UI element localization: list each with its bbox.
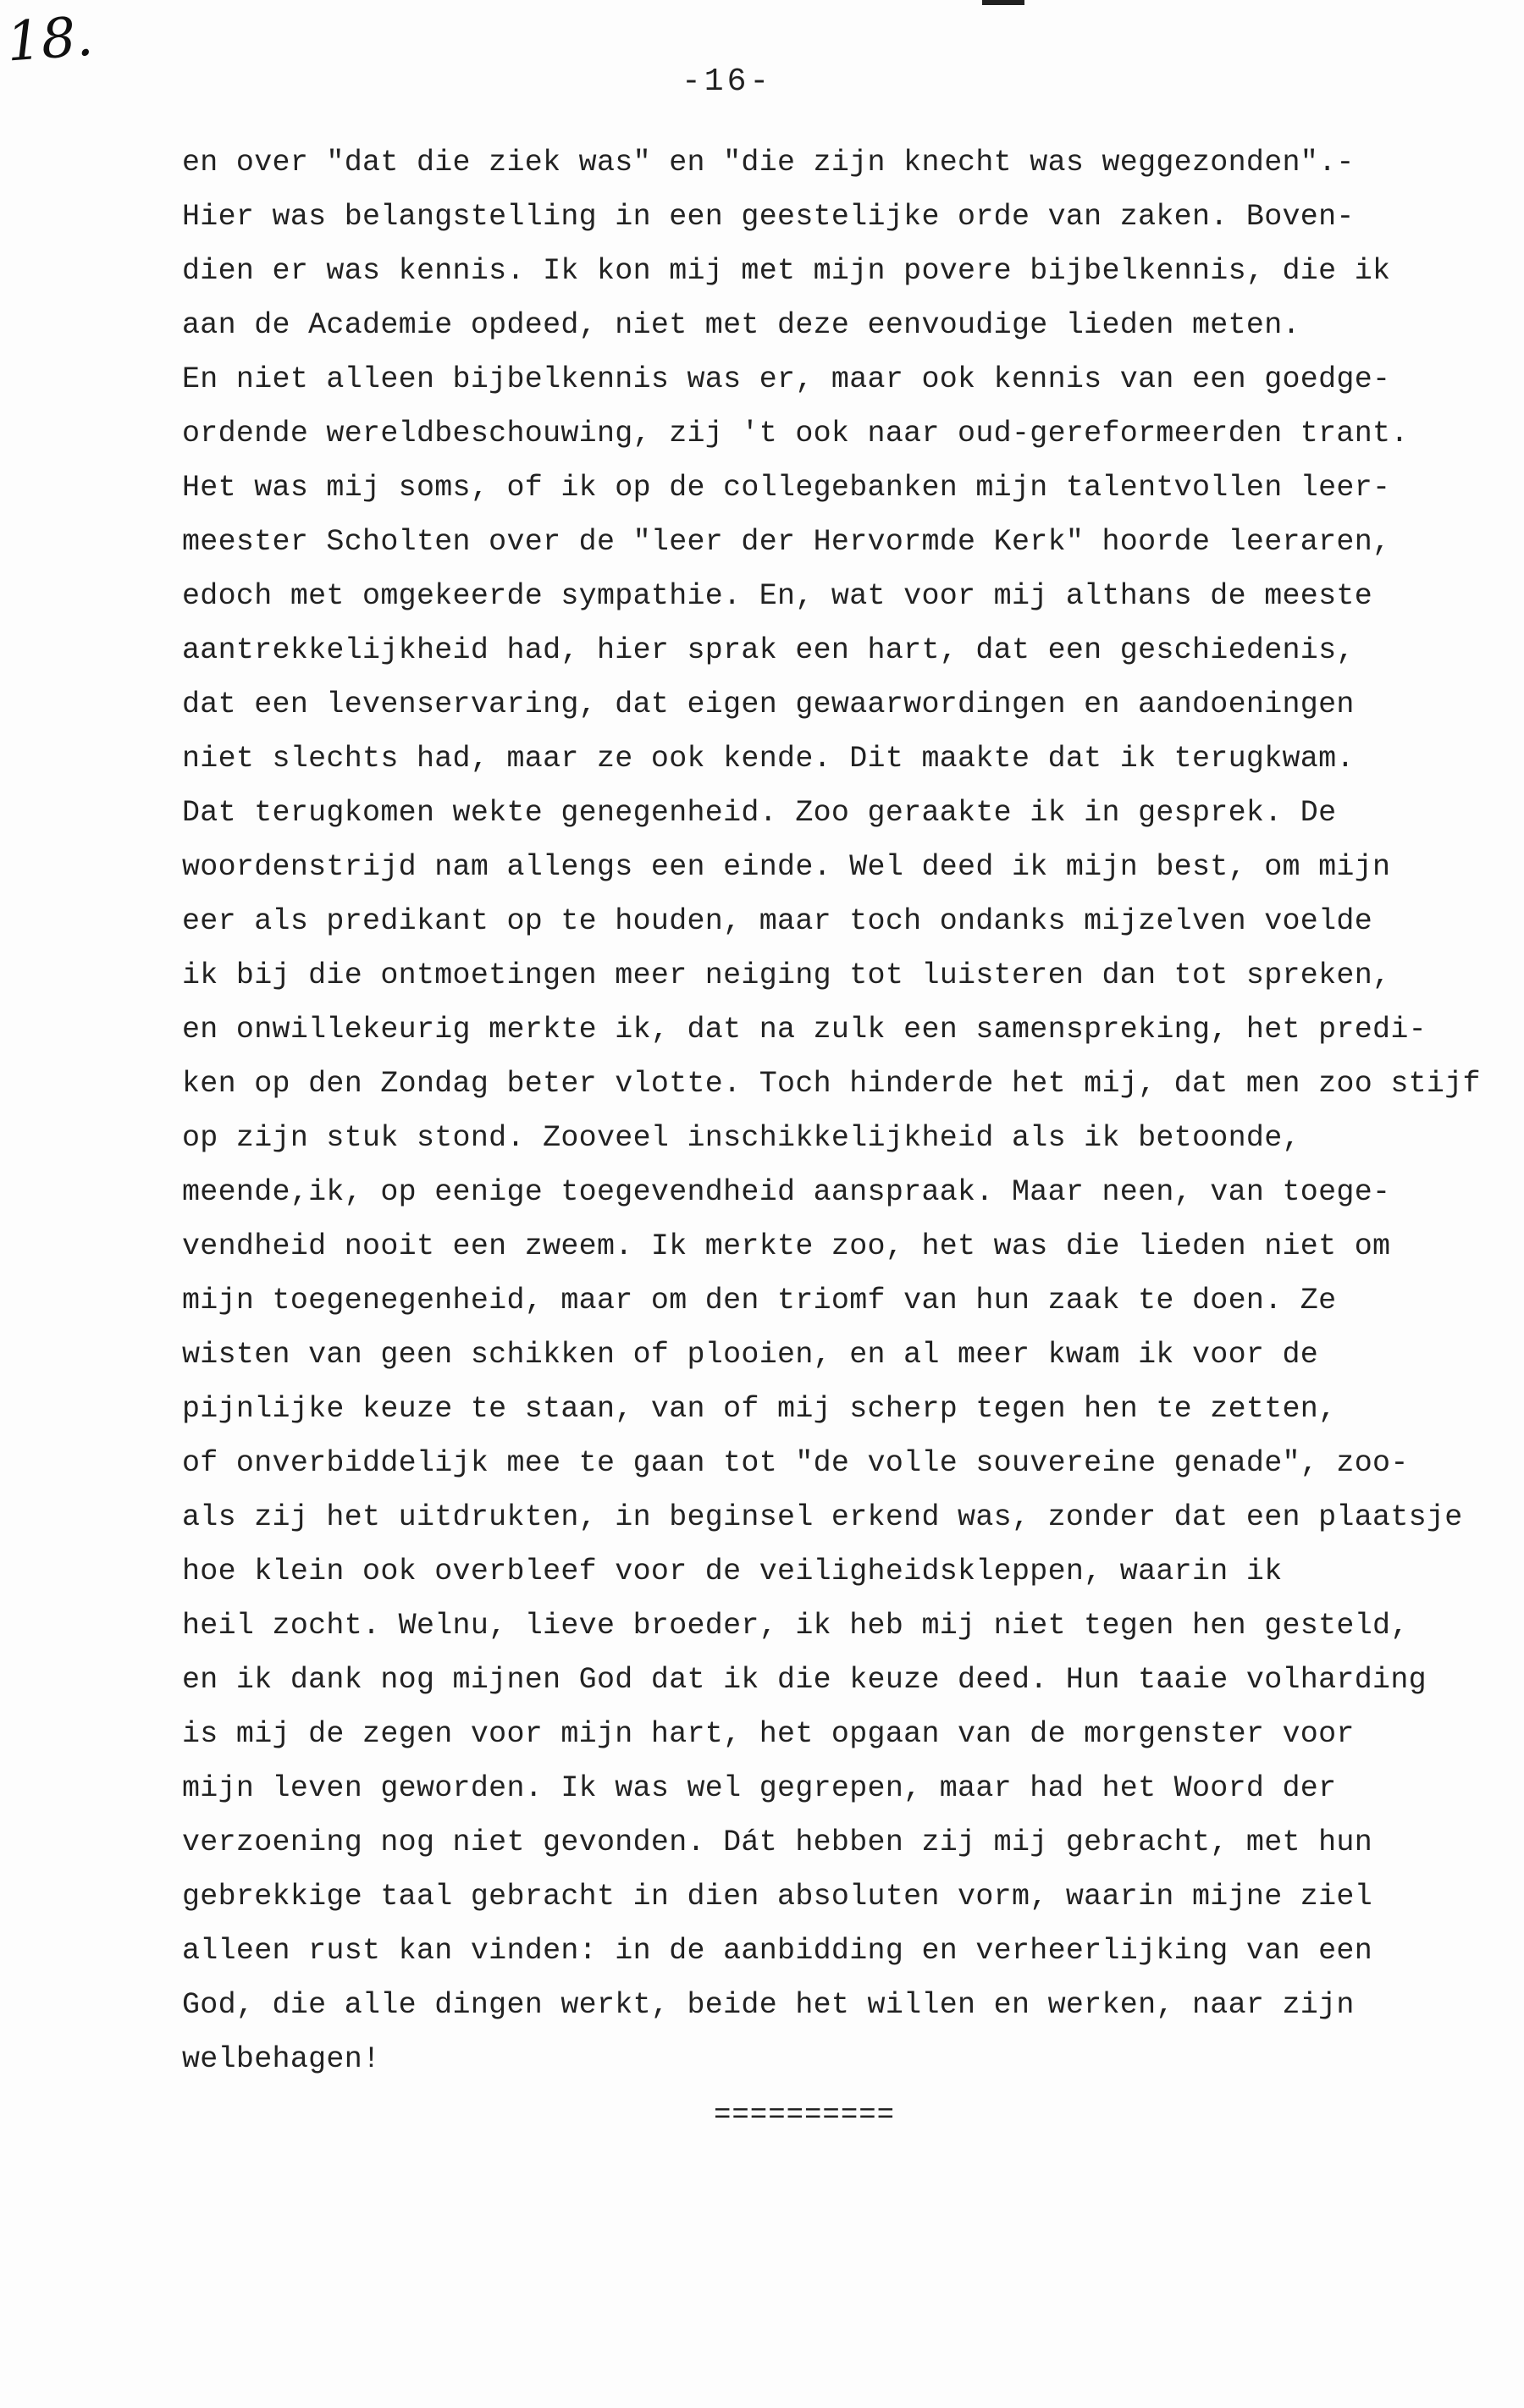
- text-line: God, die alle dingen werkt, beide het willen en werken, naar zijn: [182, 1988, 1355, 2022]
- text-line: en onwillekeurig merkte ik, dat na zulk een samenspreking, het predi-: [182, 1013, 1427, 1047]
- text-line: en ik dank nog mijnen God dat ik die keuze deed. Hun taaie volharding: [182, 1663, 1427, 1697]
- text-line: aantrekkelijkheid had, hier sprak een hart, dat een geschiedenis,: [182, 633, 1355, 667]
- text-line: ken op den Zondag beter vlotte. Toch hinderde het mij, dat men zoo stijf: [182, 1067, 1481, 1101]
- text-line: mijn leven geworden. Ik was wel gegrepen, maar had het Woord der: [182, 1771, 1337, 1805]
- text-line: meende,ik, op eenige toegevendheid aanspraak. Maar neen, van toege-: [182, 1175, 1391, 1209]
- text-line: edoch met omgekeerde sympathie. En, wat voor mij althans de meeste: [182, 579, 1373, 613]
- typed-page-number: -16-: [682, 64, 773, 100]
- text-line: eer als predikant op te houden, maar toch ondanks mijzelven voelde: [182, 904, 1373, 938]
- text-line: dat een levenservaring, dat eigen gewaarwordingen en aandoeningen: [182, 688, 1355, 721]
- text-line: verzoening nog niet gevonden. Dát hebben zij mij gebracht, met hun: [182, 1825, 1373, 1859]
- text-line: mijn toegenegenheid, maar om den triomf van hun zaak te doen. Ze: [182, 1284, 1337, 1317]
- scan-edge-mark: [982, 0, 1024, 5]
- text-line: op zijn stuk stond. Zooveel inschikkelijkheid als ik betoonde,: [182, 1121, 1300, 1155]
- text-line: en over "dat die ziek was" en "die zijn knecht was weggezonden".-: [182, 146, 1355, 179]
- text-line: heil zocht. Welnu, lieve broeder, ik heb mij niet tegen hen gesteld,: [182, 1609, 1409, 1643]
- text-line: aan de Academie opdeed, niet met deze eenvoudige lieden meten.: [182, 308, 1300, 342]
- text-line: hoe klein ook overbleef voor de veiligheidskleppen, waarin ik: [182, 1555, 1283, 1588]
- text-line: En niet alleen bijbelkennis was er, maar ook kennis van een goedge-: [182, 362, 1391, 396]
- text-line: vendheid nooit een zweem. Ik merkte zoo, het was die lieden niet om: [182, 1229, 1391, 1263]
- text-line: gebrekkige taal gebracht in dien absoluten vorm, waarin mijne ziel: [182, 1880, 1373, 1914]
- closing-rule: ==========: [714, 2100, 896, 2132]
- text-line: Dat terugkomen wekte genegenheid. Zoo geraakte ik in gesprek. De: [182, 796, 1337, 830]
- text-line: pijnlijke keuze te staan, van of mij scherp tegen hen te zetten,: [182, 1392, 1337, 1426]
- text-line: ik bij die ontmoetingen meer neiging tot luisteren dan tot spreken,: [182, 958, 1391, 992]
- body-text: [182, 135, 1481, 2086]
- text-line: wisten van geen schikken of plooien, en al meer kwam ik voor de: [182, 1338, 1319, 1372]
- text-line: meester Scholten over de "leer der Hervormde Kerk" hoorde leeraren,: [182, 525, 1391, 559]
- handwritten-page-number: 18.: [4, 5, 96, 75]
- text-line: Het was mij soms, of ik op de collegebanken mijn talentvollen leer-: [182, 471, 1391, 505]
- text-line: is mij de zegen voor mijn hart, het opgaan van de morgenster voor: [182, 1717, 1355, 1751]
- text-line: ordende wereldbeschouwing, zij 't ook naar oud-gereformeerden trant.: [182, 417, 1409, 450]
- text-line: of onverbiddelijk mee te gaan tot "de volle souvereine genade", zoo-: [182, 1446, 1409, 1480]
- text-line: niet slechts had, maar ze ook kende. Dit maakte dat ik terugkwam.: [182, 742, 1355, 776]
- text-line: Hier was belangstelling in een geestelijke orde van zaken. Boven-: [182, 200, 1355, 234]
- text-line: alleen rust kan vinden: in de aanbidding en verheerlijking van een: [182, 1934, 1373, 1968]
- text-line: woordenstrijd nam allengs een einde. Wel deed ik mijn best, om mijn: [182, 850, 1391, 884]
- text-line: als zij het uitdrukten, in beginsel erkend was, zonder dat een plaatsje: [182, 1500, 1463, 1534]
- text-line: welbehagen!: [182, 2042, 381, 2076]
- text-line: dien er was kennis. Ik kon mij met mijn povere bijbelkennis, die ik: [182, 254, 1391, 288]
